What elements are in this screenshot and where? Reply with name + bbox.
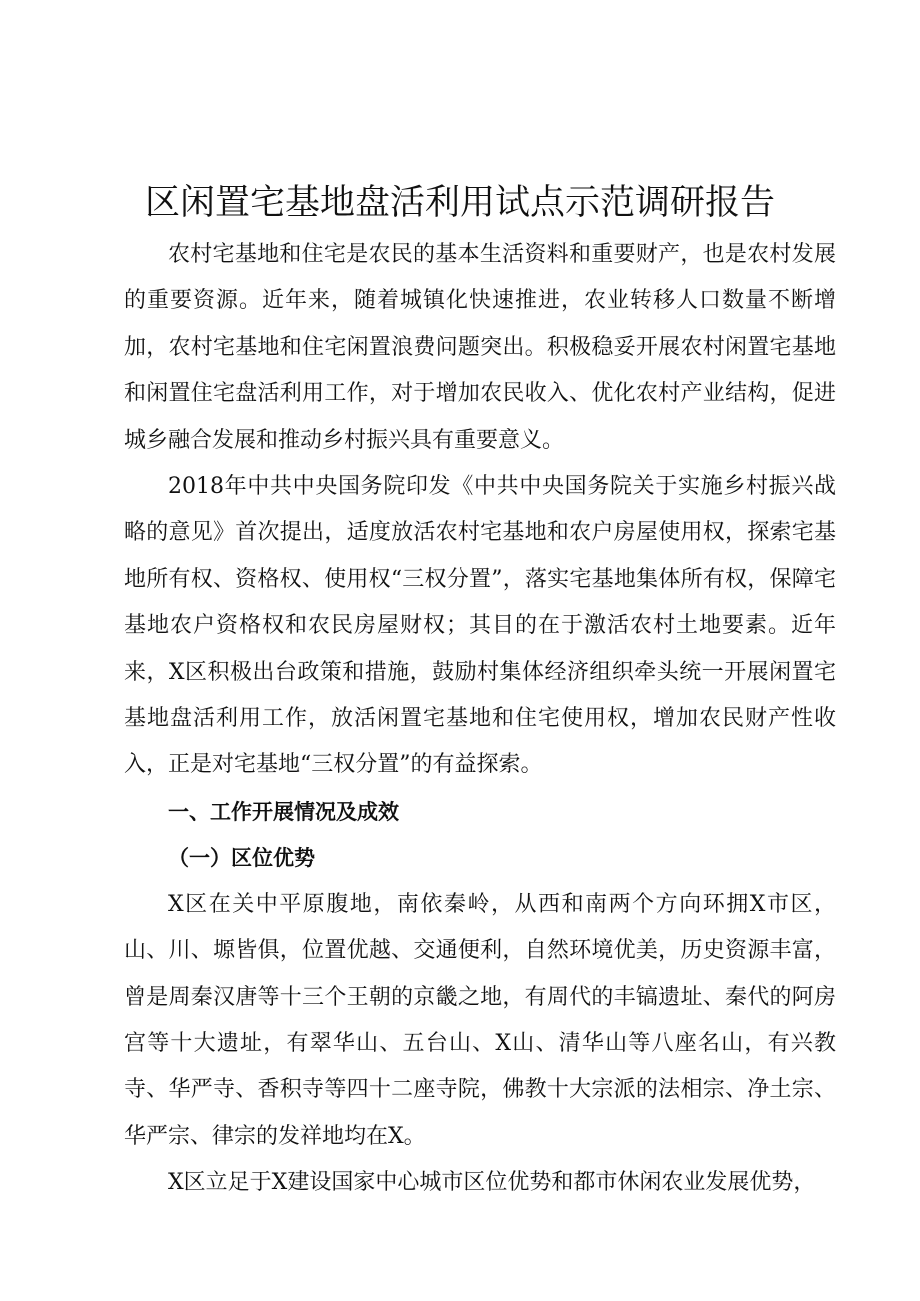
section-heading: 一、工作开展情况及成效 xyxy=(168,799,399,824)
document-body xyxy=(124,232,836,1207)
intro-paragraph-2: 2018年中共中央国务院印发《中共中央国务院关于实施乡村振兴战略的意见》首次提出，适度放活农村宅基地和农户房屋使用权，探索宅基地所有权、资格权、使用权“三权分置”，落实宅基地集体所有权，保障宅基地农户资格权和农民房屋财权；其目的在于激活农村土地要素。近年来，X区积极出台政策和措施，鼓励村集体经济组织牵头统一开展闲置宅基地盘活利用工作，放活闲置宅基地和住宅使用权，增加农民财产性收入，正是对宅基地“三权分置”的有益探索。 xyxy=(124,474,836,778)
section-paragraph-1: X区在关中平原腹地，南依秦岭，从西和南两个方向环拥X市区，山、川、塬皆俱，位置优越、交通便利，自然环境优美，历史资源丰富，曾是周秦汉唐等十三个王朝的京畿之地，有周代的丰镐遗址、秦代的阿房宫等十大遗址，有翠华山、五台山、X山、清华山等八座名山，有兴教寺、华严寺、香积寺等四十二座寺院，佛教十大宗派的法相宗、净土宗、华严宗、律宗的发祥地均在X。 xyxy=(124,891,836,1149)
section-paragraph-2: X区立足于X建设国家中心城市区位优势和都市休闲农业发展优势， xyxy=(168,1170,816,1196)
subsection-heading: （一）区位优势 xyxy=(168,846,315,871)
document-title: 区闲置宅基地盘活利用试点示范调研报告 xyxy=(144,183,775,223)
intro-paragraph-1: 农村宅基地和住宅是农民的基本生活资料和重要财产，也是农村发展的重要资源。近年来，随着城镇化快速推进，农业转移人口数量不断增加，农村宅基地和住宅闲置浪费问题突出。积极稳妥开展农村闲置宅基地和闲置住宅盘活利用工作，对于增加农民收入、优化农村产业结构，促进城乡融合发展和推动乡村振兴具有重要意义。 xyxy=(124,242,836,453)
